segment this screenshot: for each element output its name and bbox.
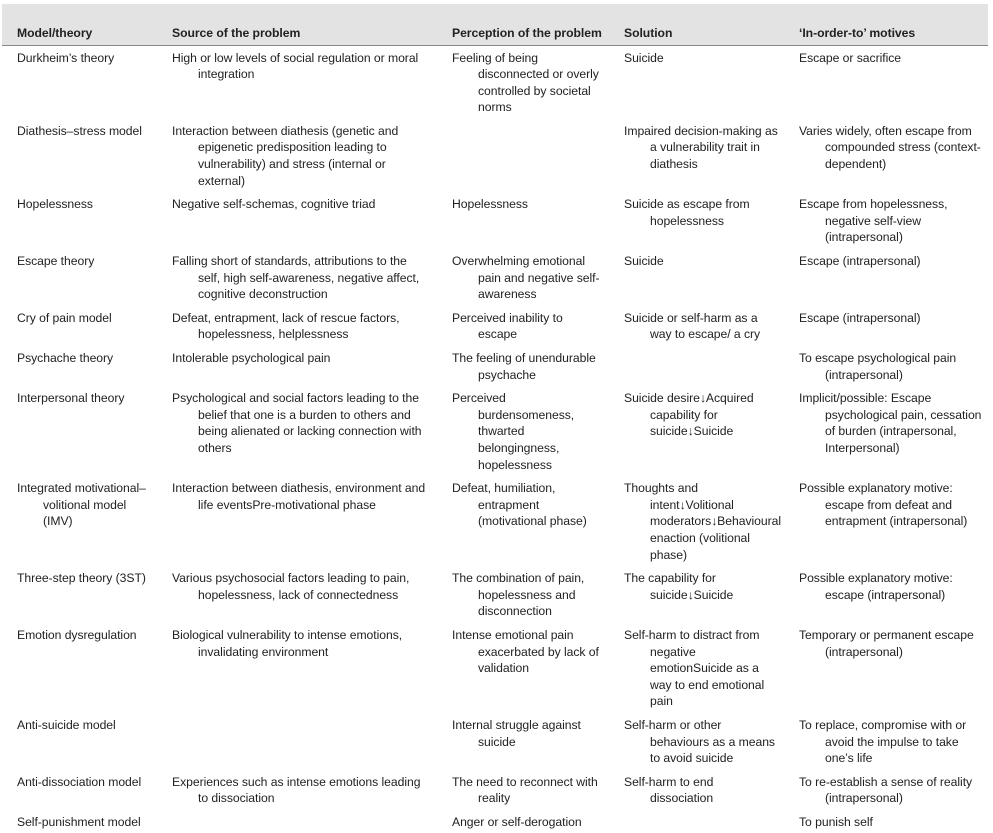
cell-text: Anti-suicide model (17, 717, 116, 732)
cell-text: Interaction between diathesis (genetic and epigenetic predisposition leading to vulnerability) and stress (internal or external) (172, 123, 399, 188)
cell-motive (784, 192, 988, 249)
cell-model (2, 566, 157, 623)
cell-text: Escape or sacrifice (799, 50, 902, 65)
cell-text: Self-harm to end dissociation (624, 774, 714, 806)
cell-text: Interpersonal theory (17, 391, 125, 406)
cell-source (157, 770, 437, 810)
header-perception-of-problem: Perception of the problem (437, 4, 609, 45)
cell-perception (437, 249, 609, 306)
table-row (2, 810, 988, 833)
cell-text: To replace, compromise with or avoid the impulse to take one’s life (799, 717, 967, 766)
cell-model (2, 306, 157, 346)
cell-source (157, 386, 437, 476)
cell-motive (784, 810, 988, 833)
table-row (2, 249, 988, 306)
cell-solution (609, 810, 784, 833)
cell-text: To re-establish a sense of reality (intrapersonal) (799, 774, 973, 806)
cell-text: Escape (intrapersonal) (799, 254, 921, 269)
cell-perception (437, 476, 609, 566)
table-row (2, 306, 988, 346)
cell-motive (784, 119, 988, 192)
cell-solution (609, 45, 784, 119)
cell-solution (609, 119, 784, 192)
cell-text: Defeat, humiliation, entrapment (motivational phase) (452, 481, 587, 529)
cell-perception (437, 306, 609, 346)
table-row (2, 566, 988, 623)
cell-text: The combination of pain, hopelessness and disconnection (452, 571, 585, 619)
cell-source (157, 192, 437, 249)
table-row (2, 386, 988, 476)
cell-text: Escape from hopelessness, negative self-view (intrapersonal) (799, 197, 948, 245)
cell-text: Various psychosocial factors leading to pain, hopelessness, lack of connectedness (172, 571, 410, 602)
cell-text: Thoughts and intent↓Volitional moderators↓Behavioural enaction (volitional phase) (624, 481, 781, 562)
table-row (2, 476, 988, 566)
cell-perception (437, 770, 609, 810)
header-source-of-problem: Source of the problem (157, 4, 437, 45)
cell-text: Possible explanatory motive: escape from defeat and entrapment (intrapersonal) (799, 481, 968, 529)
cell-source (157, 306, 437, 346)
table-row (2, 346, 988, 386)
cell-text: Durkheim’s theory (17, 50, 115, 65)
cell-text: Psychache theory (17, 351, 114, 365)
cell-text: Perceived burdensomeness, thwarted belongingness, hopelessness (452, 391, 575, 472)
cell-text: Falling short of standards, attributions to the self, high self-awareness, negative affect, cognitive deconstruction (172, 254, 420, 302)
cell-motive (784, 713, 988, 770)
cell-text: To punish self (799, 814, 873, 829)
cell-text: Three-step theory (3ST) (17, 571, 146, 586)
cell-text: Defeat, entrapment, lack of rescue factors, hopelessness, helplessness (172, 310, 400, 342)
cell-model (2, 346, 157, 386)
cell-perception (437, 713, 609, 770)
cell-text: Possible explanatory motive: escape (intrapersonal) (799, 571, 953, 602)
cell-source (157, 119, 437, 192)
cell-text: Emotion dysregulation (17, 627, 137, 642)
table-row (2, 119, 988, 192)
header-in-order-to-motives: ‘In-order-to’ motives (784, 4, 988, 45)
cell-model (2, 476, 157, 566)
cell-perception (437, 566, 609, 623)
cell-motive (784, 386, 988, 476)
cell-text: Self-harm or other behaviours as a means to avoid suicide (624, 717, 775, 766)
cell-source (157, 45, 437, 119)
cell-solution (609, 713, 784, 770)
cell-text: Temporary or permanent escape (intrapersonal) (799, 627, 974, 659)
cell-text: Intense emotional pain exacerbated by lack of validation (452, 627, 599, 676)
cell-source (157, 476, 437, 566)
cell-model (2, 713, 157, 770)
cell-text: Suicide or self-harm as a way to escape/ a cry (624, 310, 761, 342)
cell-solution (609, 386, 784, 476)
cell-solution (609, 623, 784, 713)
cell-perception (437, 119, 609, 192)
cell-text: Suicide (624, 50, 664, 65)
cell-text: Biological vulnerability to intense emotions, invalidating environment (172, 627, 403, 659)
cell-source (157, 566, 437, 623)
cell-text: The need to reconnect with reality (452, 774, 598, 806)
cell-text: Suicide (624, 254, 664, 269)
cell-motive (784, 566, 988, 623)
table-header (2, 4, 988, 45)
cell-text: Hopelessness (17, 197, 93, 212)
cell-text: To escape psychological pain (intrapersonal) (799, 351, 957, 382)
cell-text: Overwhelming emotional pain and negative self-awareness (452, 254, 600, 302)
cell-motive (784, 623, 988, 713)
cell-source (157, 713, 437, 770)
cell-source (157, 623, 437, 713)
cell-perception (437, 45, 609, 119)
cell-model (2, 249, 157, 306)
table-row (2, 713, 988, 770)
cell-model (2, 770, 157, 810)
cell-motive (784, 770, 988, 810)
cell-text: Cry of pain model (17, 310, 112, 325)
cell-text: Anti-dissociation model (17, 774, 142, 789)
cell-text: Hopelessness (452, 197, 528, 212)
cell-model (2, 810, 157, 833)
cell-model (2, 45, 157, 119)
cell-motive (784, 346, 988, 386)
cell-perception (437, 192, 609, 249)
cell-perception (437, 346, 609, 386)
cell-model (2, 119, 157, 192)
cell-model (2, 386, 157, 476)
cell-motive (784, 249, 988, 306)
cell-text: Impaired decision-making as a vulnerability trait in diathesis (624, 123, 778, 172)
header-row (2, 4, 988, 45)
cell-perception (437, 623, 609, 713)
table-row (2, 192, 988, 249)
cell-text: Anger or self-derogation (452, 814, 582, 829)
cell-solution (609, 476, 784, 566)
table-row (2, 770, 988, 810)
cell-text: Psychological and social factors leading to the belief that one is a burden to others and being alienated or lacking connection with others (172, 391, 422, 455)
cell-solution (609, 192, 784, 249)
cell-text: Internal struggle against suicide (452, 717, 581, 749)
suicide-theories-table (2, 4, 988, 833)
cell-model (2, 192, 157, 249)
cell-text: Feeling of being disconnected or overly controlled by societal norms (452, 50, 599, 115)
cell-text: Suicide as escape from hopelessness (624, 197, 750, 228)
cell-perception (437, 810, 609, 833)
cell-text: Suicide desire↓Acquired capability for suicide↓Suicide (624, 391, 754, 439)
cell-text: Integrated motivational–volitional model (IMV) (17, 481, 146, 529)
cell-source (157, 346, 437, 386)
cell-motive (784, 45, 988, 119)
cell-text: Negative self-schemas, cognitive triad (172, 197, 376, 212)
cell-text: The feeling of unendurable psychache (452, 351, 596, 382)
cell-text: Implicit/possible: Escape psychological pain, cessation of burden (intrapersonal, Interpersonal) (799, 391, 982, 455)
table-row (2, 623, 988, 713)
cell-source (157, 249, 437, 306)
cell-text: Escape theory (17, 254, 95, 269)
cell-solution (609, 770, 784, 810)
cell-text: The capability for suicide↓Suicide (624, 571, 734, 602)
cell-text: Self-harm to distract from negative emotionSuicide as a way to end emotional pain (624, 627, 765, 709)
cell-solution (609, 346, 784, 386)
cell-solution (609, 566, 784, 623)
cell-text: Self-punishment model (17, 814, 141, 829)
cell-text: Diathesis–stress model (17, 123, 142, 138)
cell-text: Varies widely, often escape from compounded stress (context-dependent) (799, 123, 981, 172)
cell-motive (784, 306, 988, 346)
cell-model (2, 623, 157, 713)
cell-text: High or low levels of social regulation or moral integration (172, 50, 419, 82)
cell-solution (609, 249, 784, 306)
cell-perception (437, 386, 609, 476)
cell-motive (784, 476, 988, 566)
header-model-theory: Model/theory (2, 4, 157, 45)
cell-text: Perceived inability to escape (452, 310, 563, 342)
header-solution: Solution (609, 4, 784, 45)
cell-solution (609, 306, 784, 346)
cell-text: Escape (intrapersonal) (799, 310, 921, 325)
cell-source (157, 810, 437, 833)
cell-text: Experiences such as intense emotions leading to dissociation (172, 774, 421, 806)
table-body (2, 45, 988, 833)
cell-text: Intolerable psychological pain (172, 351, 331, 365)
table-row (2, 45, 988, 119)
cell-text: Interaction between diathesis, environment and life eventsPre-motivational phase (172, 481, 426, 512)
